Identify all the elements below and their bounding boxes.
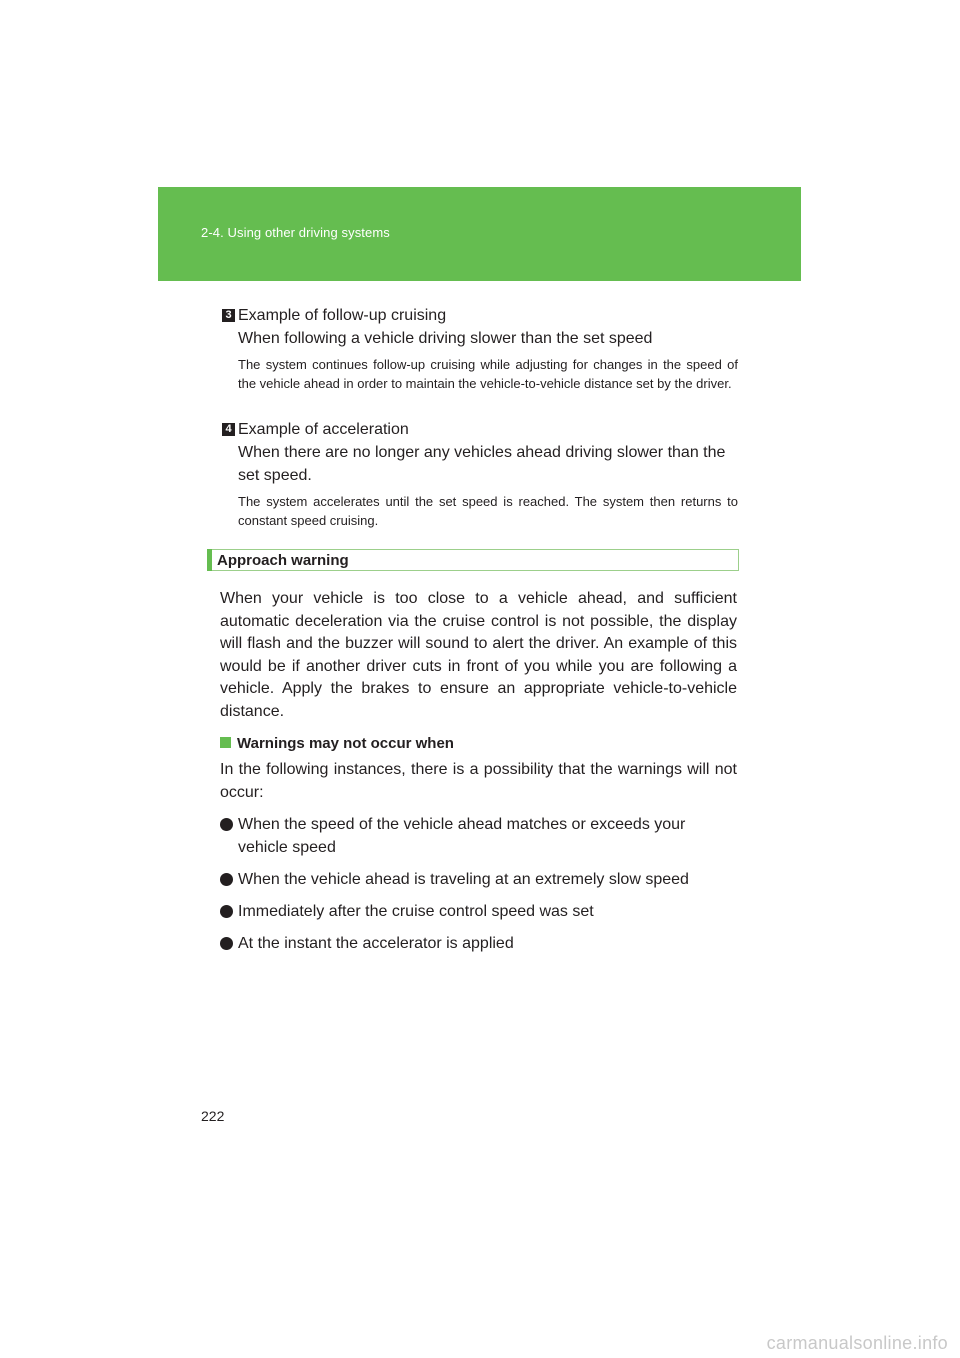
watermark: carmanualsonline.info xyxy=(766,1333,948,1353)
section-accent xyxy=(207,549,212,571)
bullet-dot-icon xyxy=(220,818,233,831)
green-square-icon xyxy=(220,737,231,748)
header-band xyxy=(158,187,801,281)
list-item xyxy=(220,814,737,859)
example-acceleration xyxy=(222,419,738,530)
list-item-text: Immediately after the cruise control speed was set xyxy=(238,903,594,920)
example-follow-up-cruising xyxy=(222,305,738,393)
page-number: 222 xyxy=(201,1108,225,1124)
approach-warning-body: When your vehicle is too close to a vehicle ahead, and sufficient automatic deceleration via the cruise control is not possible, the display will flash and the buzzer will sound to alert the driver. An example of this would be if another driver cuts in front of you while you are following a vehicle. Apply the brakes to ensure an appropriate vehicle-to-vehicle distance. xyxy=(220,590,737,720)
bullet-dot-icon xyxy=(220,905,233,918)
step-number-badge: 3 xyxy=(222,309,235,322)
warnings-subheading xyxy=(220,734,454,754)
list-item xyxy=(220,869,737,892)
example-subtitle: When following a vehicle driving slower than the set speed xyxy=(238,330,653,347)
list-item-text: When the vehicle ahead is traveling at an extremely slow speed xyxy=(238,871,689,888)
example-description: The system continues follow-up cruising while adjusting for changes in the speed of the vehicle ahead in order to maintain the vehicle-to-vehicle distance set by the driver. xyxy=(238,357,738,391)
list-item-text: At the instant the accelerator is applied xyxy=(238,935,514,952)
list-item xyxy=(220,901,737,924)
list-item-text: When the speed of the vehicle ahead matches or exceeds your vehicle speed xyxy=(238,816,686,856)
example-title: Example of acceleration xyxy=(238,421,409,438)
example-description: The system accelerates until the set speed is reached. The system then returns to constant speed cruising. xyxy=(238,494,738,528)
list-item xyxy=(220,933,737,956)
step-number-badge: 4 xyxy=(222,423,235,436)
section-heading-bar xyxy=(207,549,739,571)
example-subtitle: When there are no longer any vehicles ahead driving slower than the set speed. xyxy=(238,444,726,484)
warnings-intro: In the following instances, there is a possibility that the warnings will not occur: xyxy=(220,761,737,801)
section-label: 2-4. Using other driving systems xyxy=(201,225,390,240)
bullet-dot-icon xyxy=(220,937,233,950)
bullet-dot-icon xyxy=(220,873,233,886)
subheading-text: Warnings may not occur when xyxy=(237,735,454,752)
example-title: Example of follow-up cruising xyxy=(238,307,447,324)
section-title: Approach warning xyxy=(217,552,349,569)
